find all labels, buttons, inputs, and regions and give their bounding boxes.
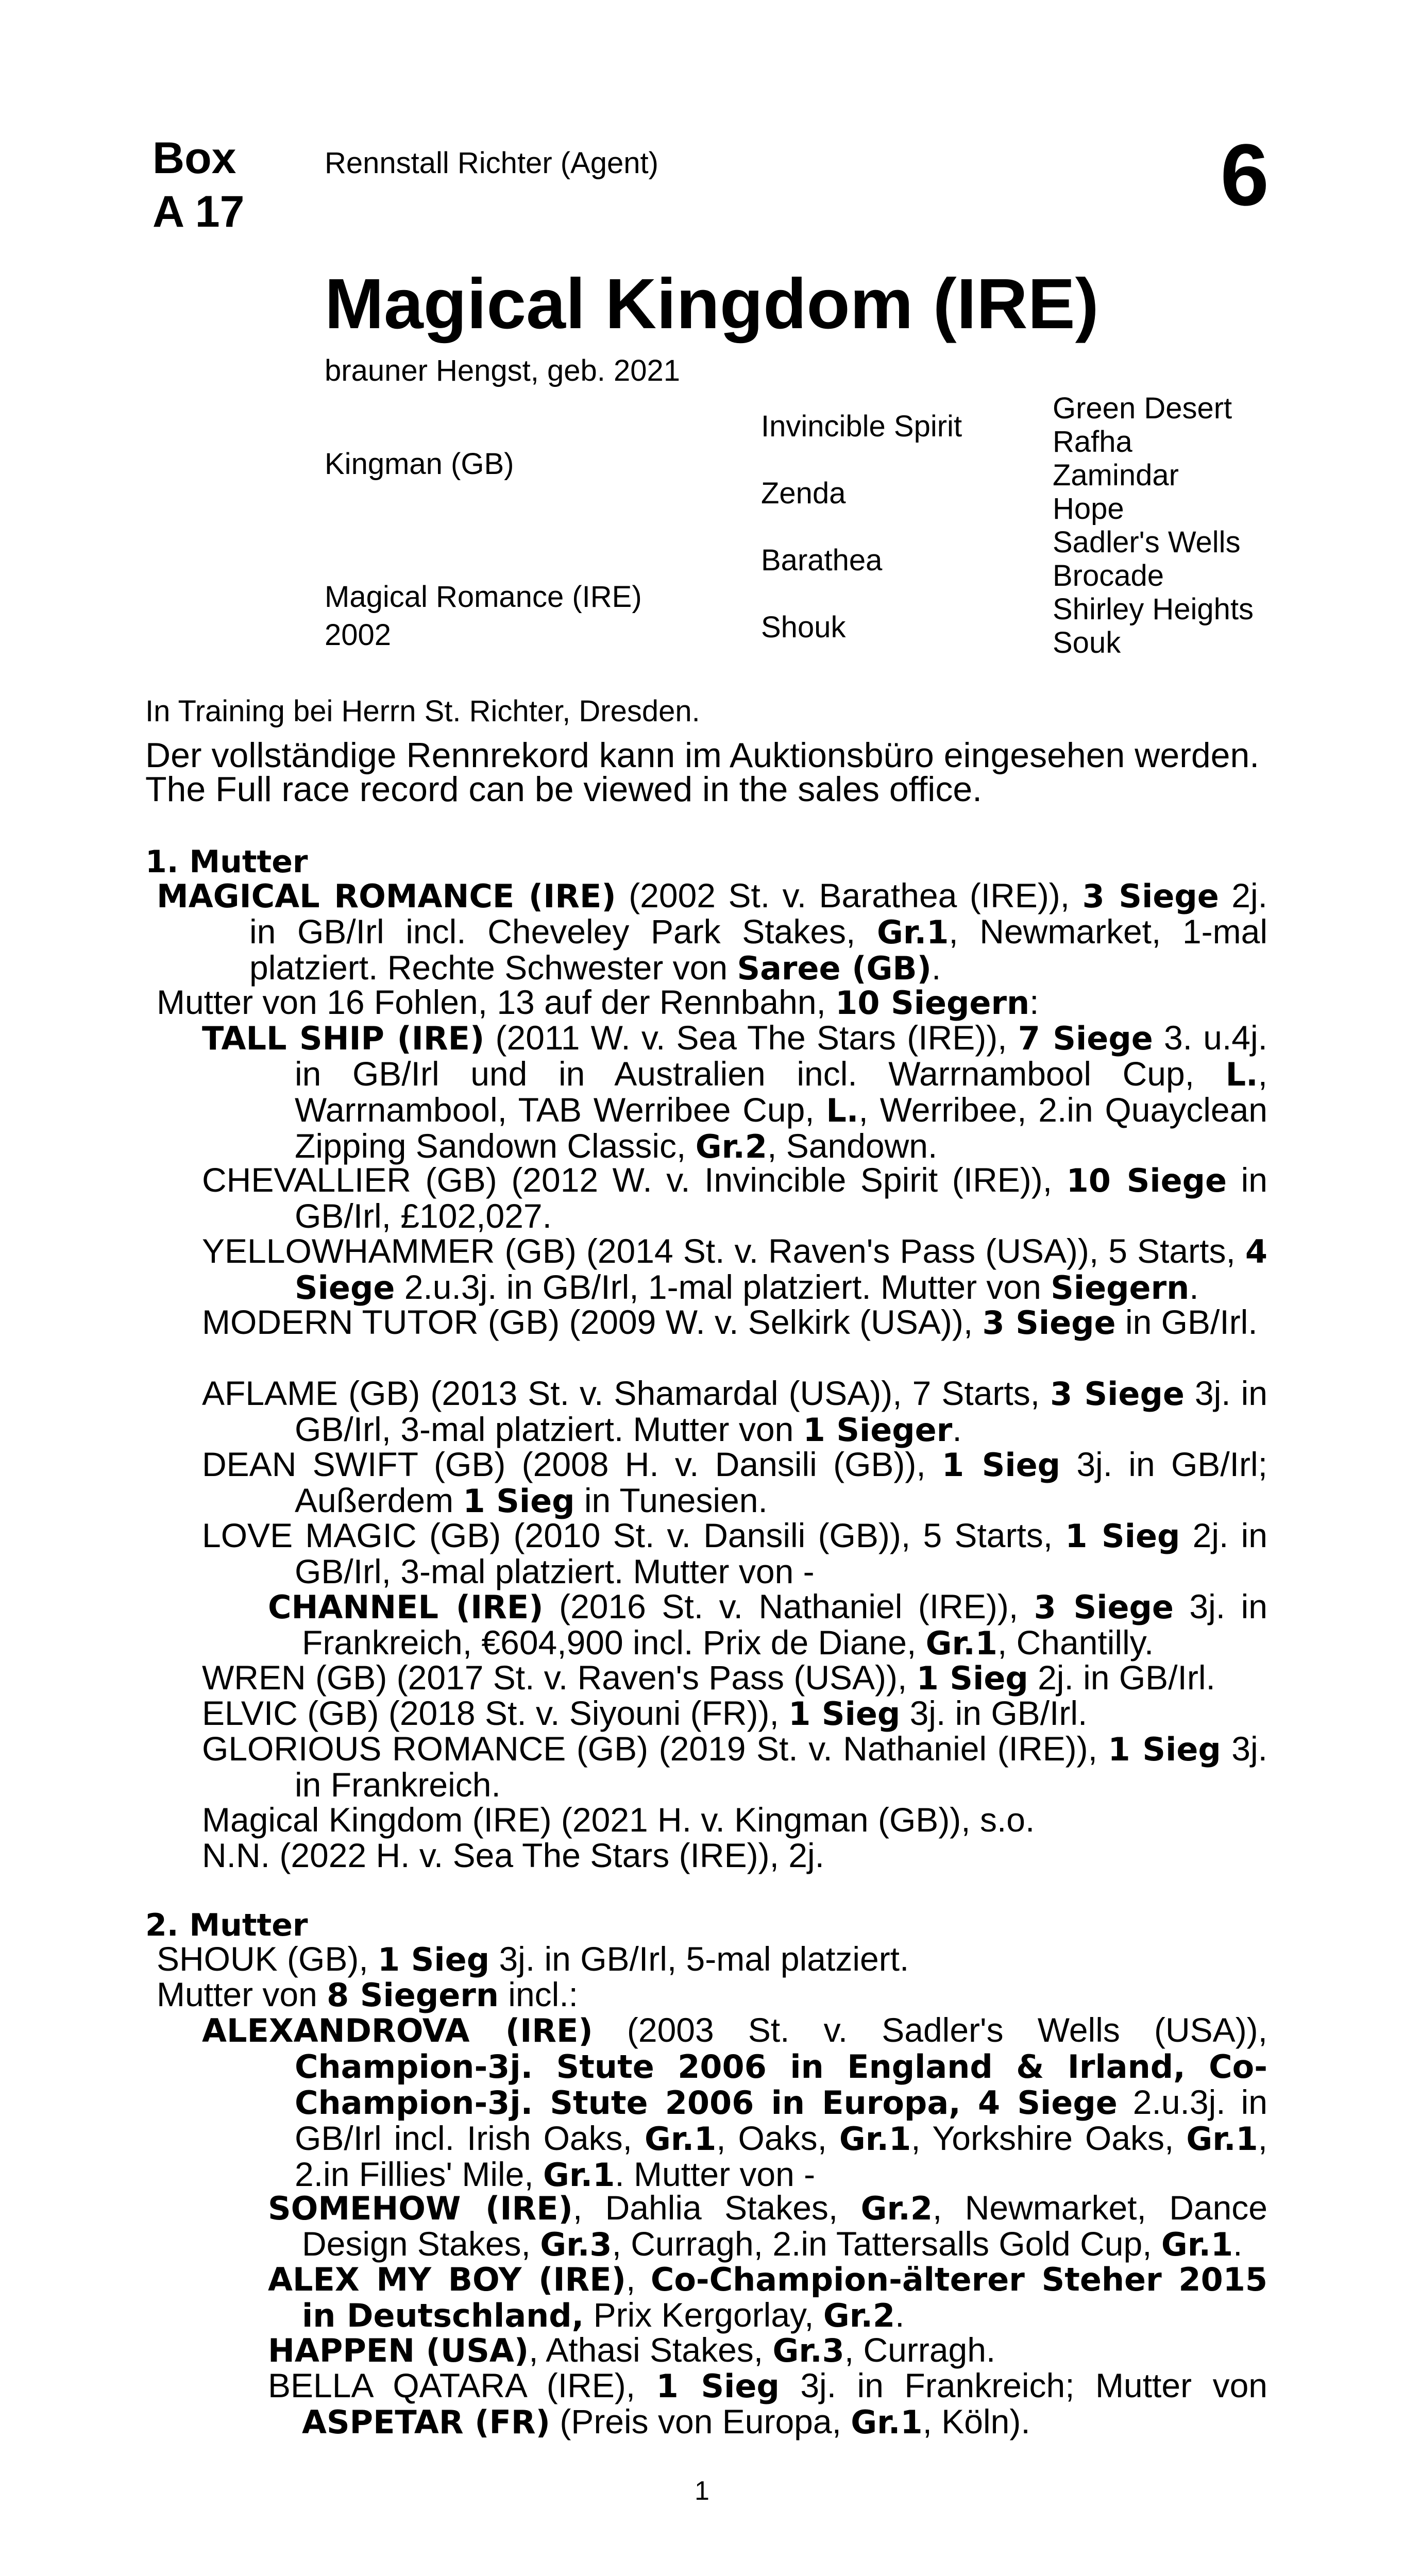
pedigree-g3: Zamindar: [1053, 459, 1179, 492]
pedigree-g1: Green Desert: [1053, 392, 1232, 425]
grandfoal-happen: HAPPEN (USA), Athasi Stakes, Gr.3, Curragh.: [268, 2331, 996, 2369]
pedigree-g7: Shirley Heights: [1053, 592, 1254, 626]
foal-tall-ship: TALL SHIP (IRE) (2011 W. v. Sea The Stars (IRE)), 7 Siege 3. u.4j. in GB/Irl und in Australien incl. Warrnambool Cup, L., Warrnambool, TAB Werribee Cup, L., Werribee, 2.in Quayclean Zipping Sandown Classic, Gr.2, Sandown.: [202, 1019, 1267, 1165]
agent-name: Rennstall Richter (Agent): [325, 146, 658, 180]
section-title-second-dam: 2. Mutter: [145, 1907, 308, 1943]
pedigree-sire-dam: Zenda: [761, 477, 846, 510]
box-number: A 17: [153, 187, 245, 236]
pedigree-sire-sire: Invincible Spirit: [761, 410, 962, 443]
section-title-first-dam: 1. Mutter: [145, 844, 308, 880]
pedigree-g5: Sadler's Wells: [1053, 526, 1241, 559]
foal-dean-swift: DEAN SWIFT (GB) (2008 H. v. Dansili (GB)), 1 Sieg 3j. in GB/Irl; Außerdem 1 Sieg in Tunesien.: [202, 1445, 1267, 1520]
foal-glorious-romance: GLORIOUS ROMANCE (GB) (2019 St. v. Nathaniel (IRE)), 1 Sieg 3j. in Frankreich.: [202, 1730, 1267, 1804]
foal-elvic: ELVIC (GB) (2018 St. v. Siyouni (FR)), 1 Sieg 3j. in GB/Irl.: [202, 1694, 1088, 1733]
foal-wren: WREN (GB) (2017 St. v. Raven's Pass (USA)), 1 Sieg 2j. in GB/Irl.: [202, 1658, 1215, 1697]
grandfoal-channel: CHANNEL (IRE) (2016 St. v. Nathaniel (IRE)), 3 Siege 3j. in Frankreich, €604,900 incl. Prix de Diane, Gr.1, Chantilly.: [268, 1587, 1268, 1662]
foal-chevallier: CHEVALLIER (GB) (2012 W. v. Invincible Spirit (IRE)), 10 Siege in GB/Irl, £102,027.: [202, 1161, 1268, 1235]
grandfoal-somehow: SOMEHOW (IRE), Dahlia Stakes, Gr.2, Newmarket, Dance Design Stakes, Gr.3, Curragh, 2.in Tattersalls Gold Cup, Gr.1.: [268, 2189, 1268, 2263]
first-dam-foals: Mutter von 16 Fohlen, 13 auf der Rennbahn, 10 Siegern:: [157, 983, 1039, 1022]
pedigree-sire: Kingman (GB): [325, 447, 514, 481]
box-word: Box: [153, 133, 236, 183]
race-record-note: [145, 736, 1260, 809]
box-label: [153, 131, 244, 239]
pedigree-dam: Magical Romance (IRE): [325, 580, 642, 614]
lot-number: 6: [1220, 126, 1269, 224]
pedigree-g4: Hope: [1053, 492, 1124, 526]
grandfoal-bella-qatara: BELLA QATARA (IRE), 1 Sieg 3j. in Frankreich; Mutter von ASPETAR (FR) (Preis von Europa, Gr.1, Köln).: [268, 2366, 1267, 2441]
record-note-de: Der vollständige Rennrekord kann im Auktionsbüro eingesehen werden.: [145, 736, 1260, 775]
page-number: 1: [695, 2476, 709, 2506]
foal-aflame: AFLAME (GB) (2013 St. v. Shamardal (USA)), 7 Starts, 3 Siege 3j. in GB/Irl, 3-mal platziert. Mutter von 1 Sieger.: [202, 1374, 1267, 1449]
foal-love-magic: LOVE MAGIC (GB) (2010 St. v. Dansili (GB)), 5 Starts, 1 Sieg 2j. in GB/Irl, 3-mal platziert. Mutter von -: [202, 1516, 1268, 1590]
horse-name: Magical Kingdom (IRE): [325, 264, 1099, 344]
foal-magical-kingdom: Magical Kingdom (IRE) (2021 H. v. Kingman (GB)), s.o.: [202, 1801, 1035, 1839]
pedigree-dam-year: 2002: [325, 618, 392, 652]
training-note: In Training bei Herrn St. Richter, Dresden.: [145, 694, 700, 728]
second-dam-entry: SHOUK (GB), 1 Sieg 3j. in GB/Irl, 5-mal platziert.: [157, 1940, 909, 1978]
record-note-en: The Full race record can be viewed in the sales office.: [145, 770, 983, 809]
grandfoal-alex-my-boy: ALEX MY BOY (IRE), Co-Champion-älterer Steher 2015 in Deutschland, Prix Kergorlay, Gr.2.: [268, 2260, 1267, 2334]
pedigree-dam-dam: Shouk: [761, 611, 846, 644]
pedigree-dam-sire: Barathea: [761, 544, 883, 577]
foal-modern-tutor: MODERN TUTOR (GB) (2009 W. v. Selkirk (USA)), 3 Siege in GB/Irl.: [202, 1303, 1258, 1342]
pedigree-g6: Brocade: [1053, 559, 1164, 592]
pedigree-g8: Souk: [1053, 626, 1121, 659]
second-dam-foals: Mutter von 8 Siegern incl.:: [157, 1975, 579, 2014]
first-dam-entry: MAGICAL ROMANCE (IRE) (2002 St. v. Barathea (IRE)), 3 Siege 2j. in GB/Irl incl. Cheveley Park Stakes, Gr.1, Newmarket, 1-mal platziert. Rechte Schwester von Saree (GB).: [157, 876, 1267, 987]
foal-alexandrova: ALEXANDROVA (IRE) (2003 St. v. Sadler's Wells (USA)), Champion-3j. Stute 2006 in England & Irland, Co-Champion-3j. Stute 2006 in Europa, 4 Siege 2.u.3j. in GB/Irl incl. Irish Oaks, Gr.1, Oaks, Gr.1, Yorkshire Oaks, Gr.1, 2.in Fillies' Mile, Gr.1. Mutter von -: [202, 2011, 1267, 2194]
pedigree-g2: Rafha: [1053, 425, 1132, 459]
foal-yellowhammer: YELLOWHAMMER (GB) (2014 St. v. Raven's Pass (USA)), 5 Starts, 4 Siege 2.u.3j. in GB/Irl, 1-mal platziert. Mutter von Siegern.: [202, 1232, 1267, 1307]
foal-nn: N.N. (2022 H. v. Sea The Stars (IRE)), 2j.: [202, 1836, 824, 1874]
horse-description: brauner Hengst, geb. 2021: [325, 354, 681, 387]
